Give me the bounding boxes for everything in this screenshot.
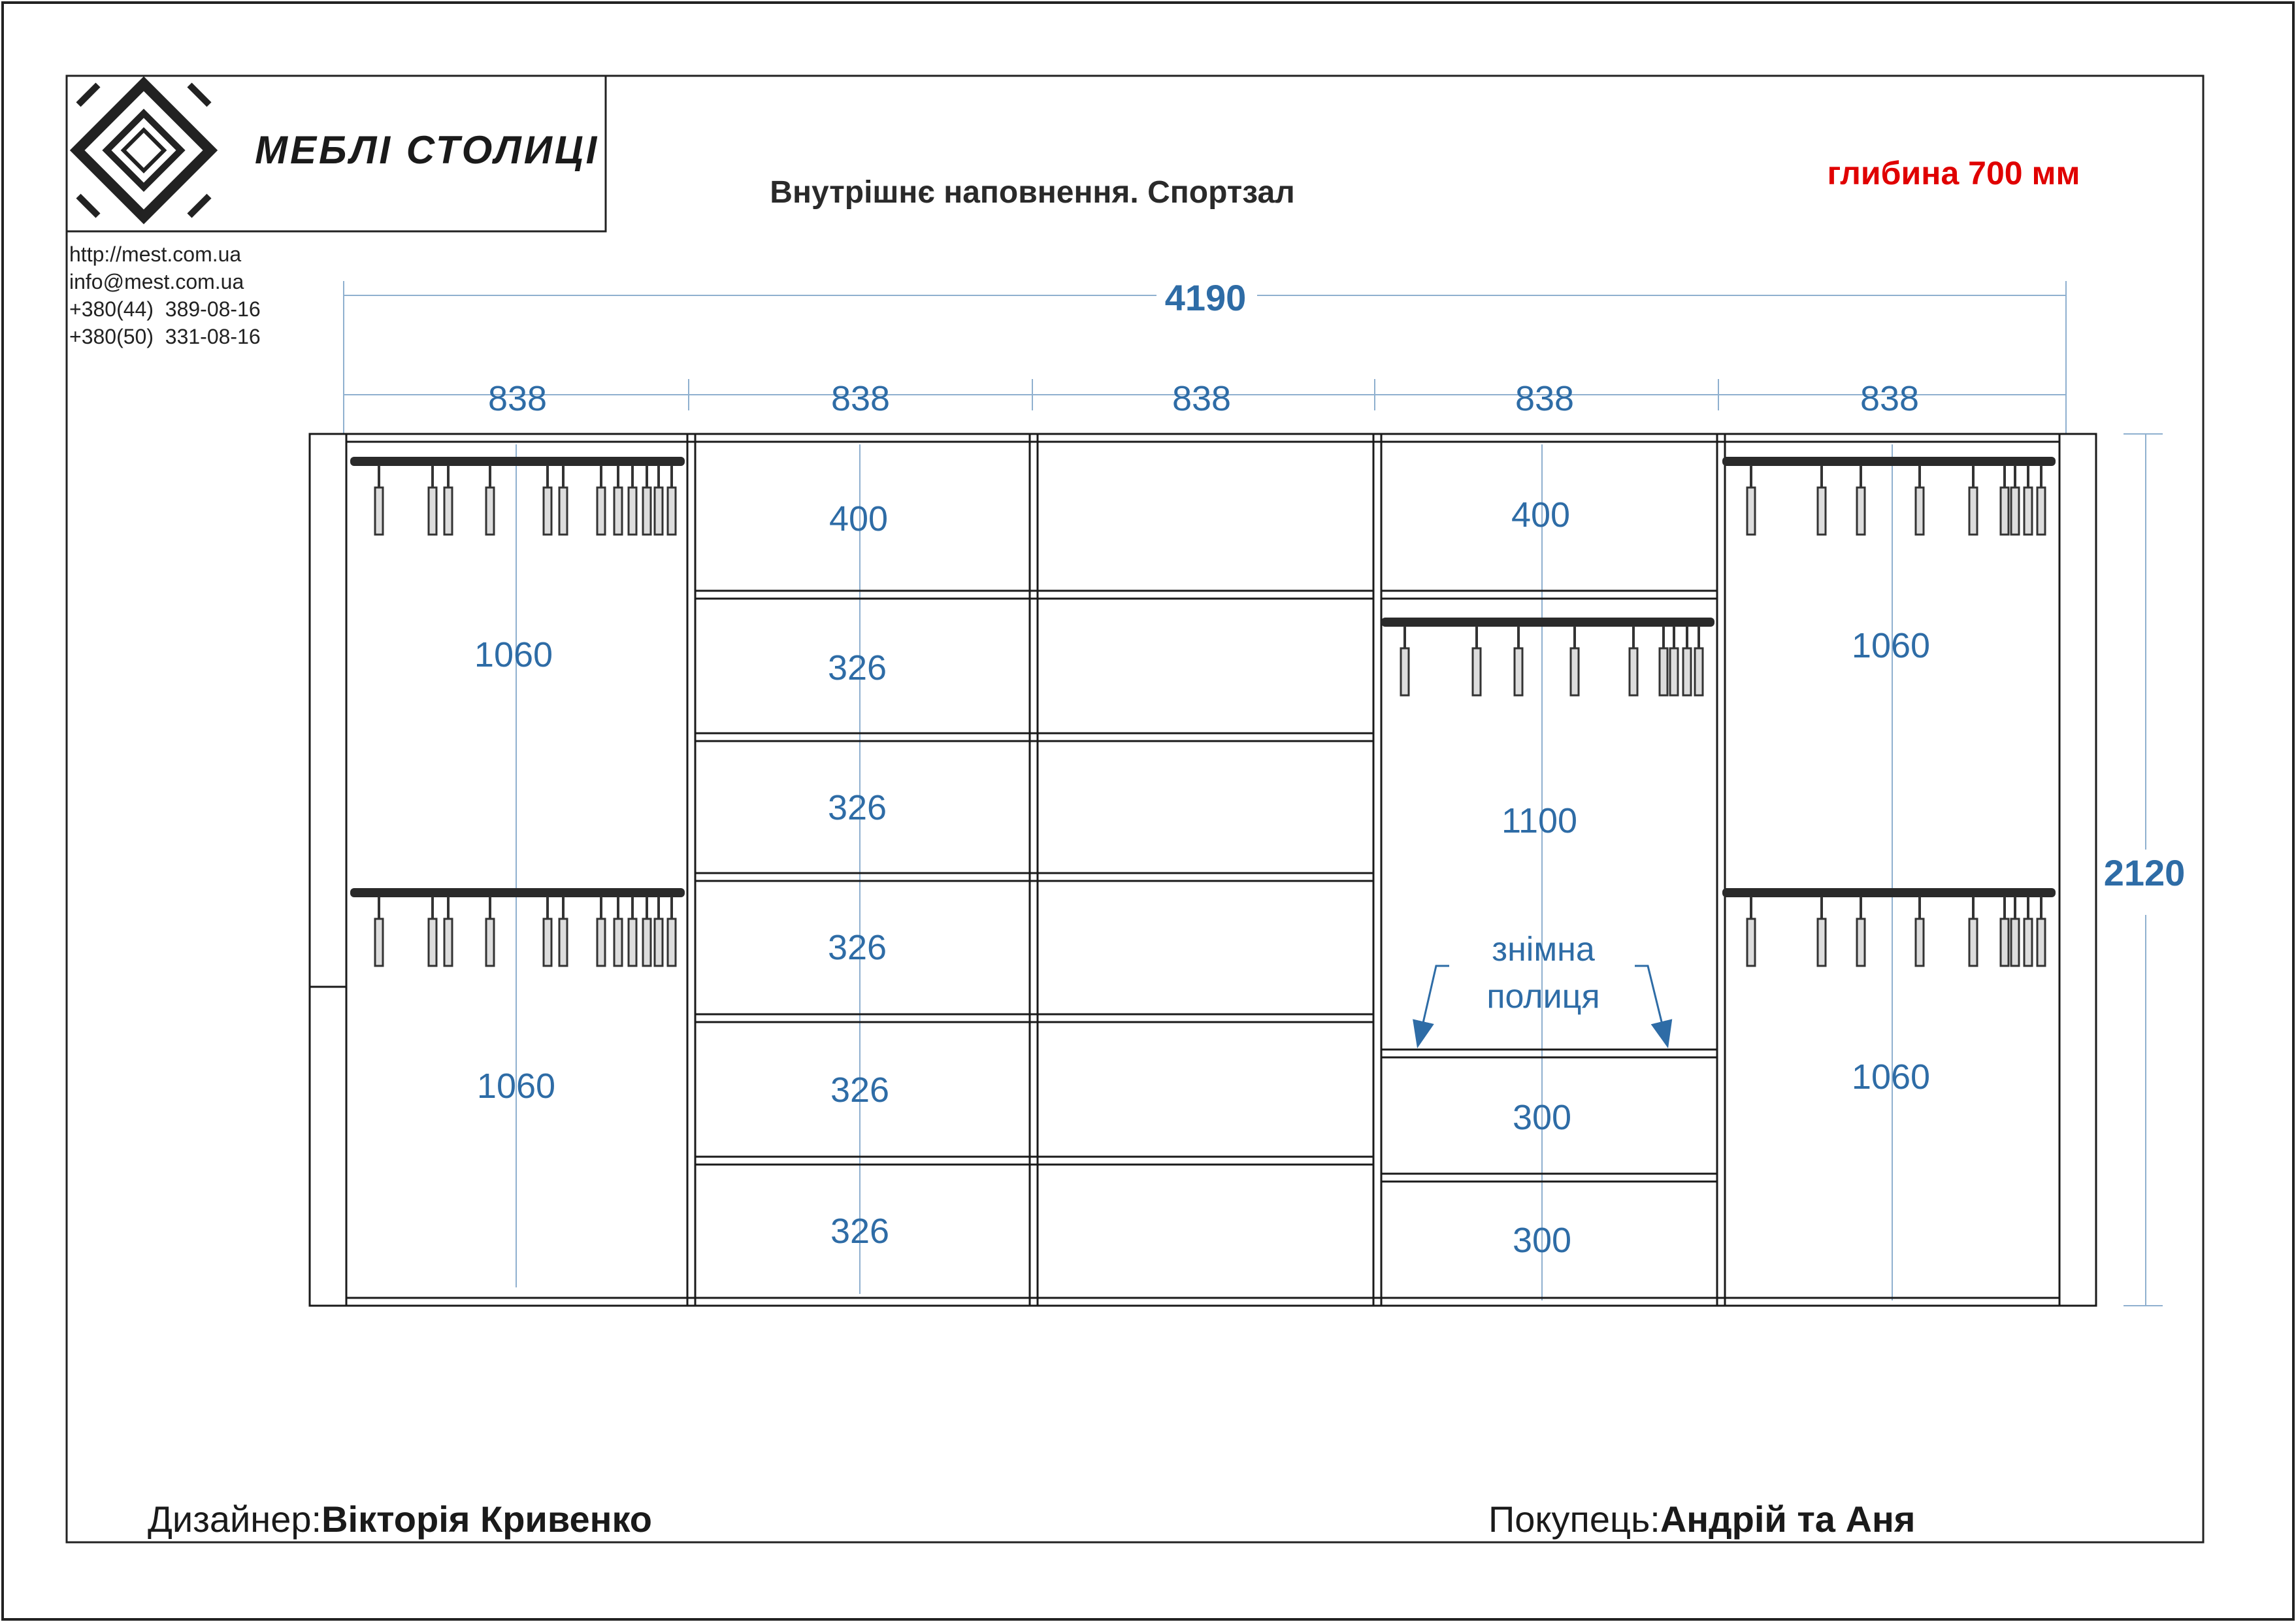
- rod-col5-bottom-hanger-icon-0: [1747, 919, 1755, 966]
- col4-dim-3: 300: [1512, 1098, 1572, 1137]
- rod-col1-bottom-hanger-icon-2: [444, 919, 452, 966]
- rod-col5-top-hanger-icon-8: [2037, 488, 2045, 535]
- col4-dim-4: 300: [1512, 1221, 1572, 1260]
- section-width-3: 838: [1172, 379, 1232, 418]
- rod-col5-top-hanger-icon-0: [1747, 488, 1755, 535]
- buyer-label: Покупець:: [1488, 1498, 1660, 1540]
- rod-col1-bottom-hanger-icon-9: [643, 919, 651, 966]
- rod-col5-bottom-hanger-icon-1: [1818, 919, 1826, 966]
- contact-phone-2: +380(50) 331-08-16: [69, 325, 261, 348]
- section-width-1: 838: [487, 379, 548, 418]
- rod-col1-top-hanger-icon-10: [655, 488, 663, 535]
- contact-site: http://mest.com.ua: [69, 242, 242, 266]
- rod-col1-bottom-hanger-icon-10: [655, 919, 663, 966]
- col5-dim-lower: 1060: [1851, 1057, 1931, 1097]
- rod-col5-top-hanger-icon-7: [2024, 488, 2032, 535]
- rod-col5-bottom-hanger-icon-5: [2001, 919, 2009, 966]
- note-arrow-left-icon: [1418, 966, 1449, 1046]
- cabinet-outline: [310, 434, 2096, 1306]
- total-height-label: 2120: [2103, 852, 2186, 893]
- rod-col1-top-hanger-icon-6: [597, 488, 605, 535]
- rod-col5-bottom-bar: [1722, 888, 2056, 897]
- wardrobe: [310, 434, 2096, 1306]
- col4-dim-2: 1100: [1501, 801, 1578, 840]
- rod-col5-bottom-hanger-icon-7: [2024, 919, 2032, 966]
- col1-dim-lower: 1060: [476, 1067, 556, 1106]
- col2-dim-5: 326: [830, 1070, 890, 1110]
- right-side-panel: [2059, 434, 2096, 1306]
- rod-col1-bottom-hanger-icon-7: [614, 919, 622, 966]
- designer-name: Вікторія Кривенко: [321, 1498, 652, 1540]
- rod-col1-bottom-bar: [350, 888, 685, 897]
- rod-col4: [1381, 618, 1714, 695]
- rod-col5-top-hanger-icon-6: [2011, 488, 2019, 535]
- rod-col1-bottom-hanger-icon-11: [668, 919, 676, 966]
- rod-col1-bottom-hanger-icon-5: [559, 919, 567, 966]
- section-width-2: 838: [830, 379, 891, 418]
- rod-col1-top-hanger-icon-7: [614, 488, 622, 535]
- rod-col4-hanger-icon-2: [1515, 648, 1522, 695]
- rod-col5-bottom-hanger-icon-2: [1857, 919, 1865, 966]
- rod-col5-bottom-hanger-icon-3: [1916, 919, 1924, 966]
- col2-dim-2: 326: [827, 648, 887, 687]
- rod-col1-top: [350, 457, 685, 535]
- rod-col4-hanger-icon-4: [1630, 648, 1637, 695]
- rod-col1-top-hanger-icon-11: [668, 488, 676, 535]
- rod-col1-top-hanger-icon-0: [375, 488, 383, 535]
- note-arrow-right-icon: [1635, 966, 1667, 1046]
- col2-dim-4: 326: [827, 928, 887, 967]
- rod-col1-bottom: [350, 888, 685, 966]
- rod-col1-bottom-hanger-icon-0: [375, 919, 383, 966]
- left-side-panel: [310, 434, 346, 1306]
- col2-dim-1: 400: [828, 499, 889, 538]
- rod-col5-bottom-hanger-icon-6: [2011, 919, 2019, 966]
- col2-dim-6: 326: [830, 1212, 890, 1251]
- depth-note: глибина 700 мм: [1827, 155, 2080, 191]
- section-width-5: 838: [1860, 379, 1920, 418]
- logo-text: МЕБЛІ СТОЛИЦІ: [255, 128, 600, 172]
- contact-phone-1: +380(44) 389-08-16: [69, 297, 261, 321]
- rod-col1-top-hanger-icon-8: [629, 488, 636, 535]
- buyer-name: Андрій та Аня: [1660, 1498, 1916, 1540]
- rod-col1-top-hanger-icon-5: [559, 488, 567, 535]
- rod-col5-top-hanger-icon-5: [2001, 488, 2009, 535]
- rod-col4-hanger-icon-5: [1660, 648, 1667, 695]
- hanging-rods: [350, 457, 2056, 966]
- rod-col1-bottom-hanger-icon-3: [486, 919, 494, 966]
- col4-dim-1: 400: [1511, 495, 1571, 535]
- designer-line: [148, 1498, 652, 1540]
- contact-email: info@mest.com.ua: [69, 270, 244, 293]
- rod-col4-hanger-icon-7: [1683, 648, 1691, 695]
- rod-col1-bottom-hanger-icon-8: [629, 919, 636, 966]
- rod-col1-bottom-hanger-icon-6: [597, 919, 605, 966]
- col5-dim-upper: 1060: [1851, 626, 1931, 665]
- rod-col1-top-hanger-icon-9: [643, 488, 651, 535]
- rod-col5-bottom-hanger-icon-8: [2037, 919, 2045, 966]
- rod-col5-top-hanger-icon-4: [1969, 488, 1977, 535]
- logo-emblem-icon: [77, 84, 210, 217]
- buyer-line: [1488, 1498, 1915, 1540]
- rod-col1-top-hanger-icon-2: [444, 488, 452, 535]
- rod-col4-hanger-icon-6: [1670, 648, 1678, 695]
- rod-col5-bottom-hanger-icon-4: [1969, 919, 1977, 966]
- rod-col4-bar: [1381, 618, 1714, 627]
- rod-col5-top: [1722, 457, 2056, 535]
- note-line-2: полиця: [1486, 978, 1600, 1016]
- designer-label: Дизайнер:: [148, 1498, 322, 1540]
- rod-col1-top-hanger-icon-4: [544, 488, 551, 535]
- rod-col1-top-bar: [350, 457, 685, 466]
- rod-col4-hanger-icon-1: [1473, 648, 1481, 695]
- col1-dim-upper: 1060: [474, 635, 553, 674]
- rod-col4-hanger-icon-0: [1401, 648, 1409, 695]
- rod-col1-bottom-hanger-icon-1: [429, 919, 436, 966]
- rod-col4-hanger-icon-8: [1695, 648, 1703, 695]
- rod-col5-bottom: [1722, 888, 2056, 966]
- note-line-1: знімна: [1492, 931, 1595, 968]
- rod-col5-top-hanger-icon-3: [1916, 488, 1924, 535]
- total-width-label: 4190: [1164, 277, 1247, 318]
- rod-col5-top-hanger-icon-2: [1857, 488, 1865, 535]
- rod-col1-top-hanger-icon-1: [429, 488, 436, 535]
- rod-col1-top-hanger-icon-3: [486, 488, 494, 535]
- rod-col4-hanger-icon-3: [1571, 648, 1579, 695]
- rod-col1-bottom-hanger-icon-4: [544, 919, 551, 966]
- rod-col5-top-hanger-icon-1: [1818, 488, 1826, 535]
- col2-dim-3: 326: [827, 788, 887, 827]
- rod-col5-top-bar: [1722, 457, 2056, 466]
- section-width-4: 838: [1515, 379, 1575, 418]
- page-title: Внутрішнє наповнення. Спортзал: [770, 175, 1295, 210]
